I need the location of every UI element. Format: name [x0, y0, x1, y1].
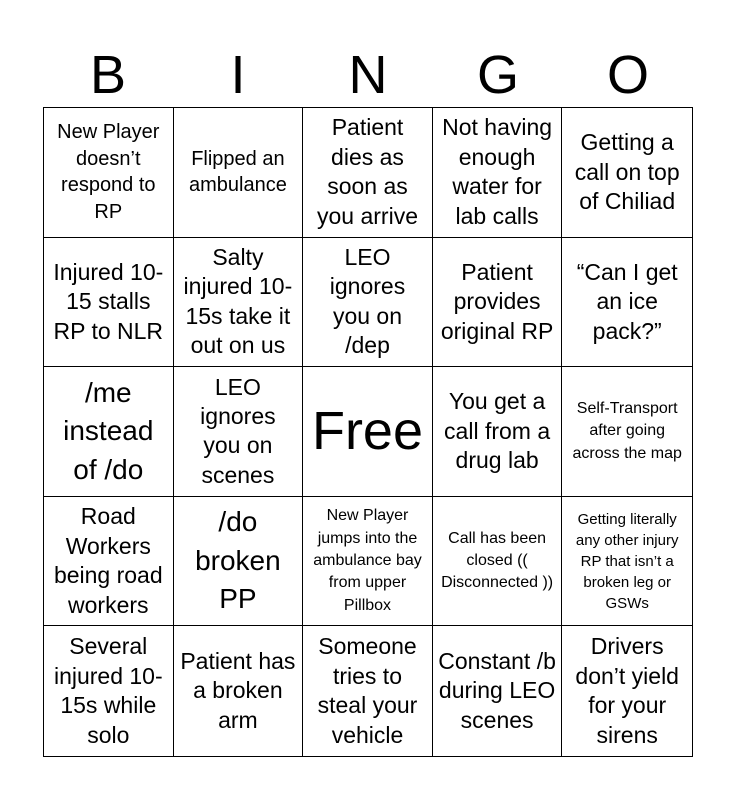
- bingo-header: [43, 40, 693, 110]
- bingo-cell-r0-c0[interactable]: New Player doesn’t respond to RP: [44, 108, 174, 238]
- bingo-cell-r0-c2[interactable]: Patient dies as soon as you arrive: [303, 108, 433, 238]
- bingo-cell-r1-c1[interactable]: Salty injured 10-15s take it out on us: [174, 238, 304, 368]
- header-letter-i: I: [230, 45, 246, 105]
- bingo-cell-free[interactable]: Free: [303, 367, 433, 497]
- bingo-cell-r3-c2[interactable]: New Player jumps into the ambulance bay from upper Pillbox: [303, 497, 433, 627]
- bingo-cell-r4-c4[interactable]: Drivers don’t yield for your sirens: [575, 633, 679, 748]
- bingo-cell-r1-c2[interactable]: LEO ignores you on /dep: [303, 238, 433, 368]
- header-letter-b: B: [89, 45, 127, 105]
- bingo-cell-r4-c3[interactable]: Constant /b during LEO scenes: [433, 626, 563, 756]
- bingo-cell-r1-c3[interactable]: Patient provides original RP: [433, 238, 563, 368]
- bingo-cell-r4-c2[interactable]: Someone tries to steal your vehicle: [303, 626, 433, 756]
- bingo-cell-r4-c1[interactable]: Patient has a broken arm: [174, 626, 304, 756]
- bingo-cell-r2-c3[interactable]: You get a call from a drug lab: [433, 367, 563, 497]
- bingo-cell-r2-c4[interactable]: Self-Transport after going across the map: [562, 367, 692, 497]
- bingo-board: [43, 107, 693, 757]
- bingo-cell-r1-c4[interactable]: “Can I get an ice pack?”: [562, 238, 692, 368]
- bingo-cell-r2-c1[interactable]: LEO ignores you on scenes: [174, 367, 304, 497]
- header-letter-o: O: [606, 45, 649, 105]
- bingo-cell-r0-c1[interactable]: Flipped an ambulance: [174, 108, 304, 238]
- header-letter-g: G: [476, 45, 519, 105]
- bingo-cell-r0-c4[interactable]: Getting a call on top of Chiliad: [562, 108, 692, 238]
- bingo-cell-r3-c0[interactable]: Road Workers being road workers: [44, 497, 174, 627]
- bingo-cell-r4-c0[interactable]: Several injured 10-15s while solo: [44, 626, 174, 756]
- bingo-cell-r3-c4[interactable]: Getting literally any other injury RP that isn’t a broken leg or GSWs: [562, 497, 692, 627]
- bingo-cell-r2-c0[interactable]: /me instead of /do: [44, 367, 174, 497]
- bingo-cell-r3-c3[interactable]: Call has been closed (( Disconnected )): [433, 497, 563, 627]
- bingo-cell-r3-c1[interactable]: /do broken PP: [174, 497, 304, 627]
- bingo-cell-r1-c0[interactable]: Injured 10-15 stalls RP to NLR: [44, 238, 174, 368]
- header-letter-n: N: [348, 45, 388, 105]
- bingo-cell-r0-c3[interactable]: Not having enough water for lab calls: [433, 108, 563, 238]
